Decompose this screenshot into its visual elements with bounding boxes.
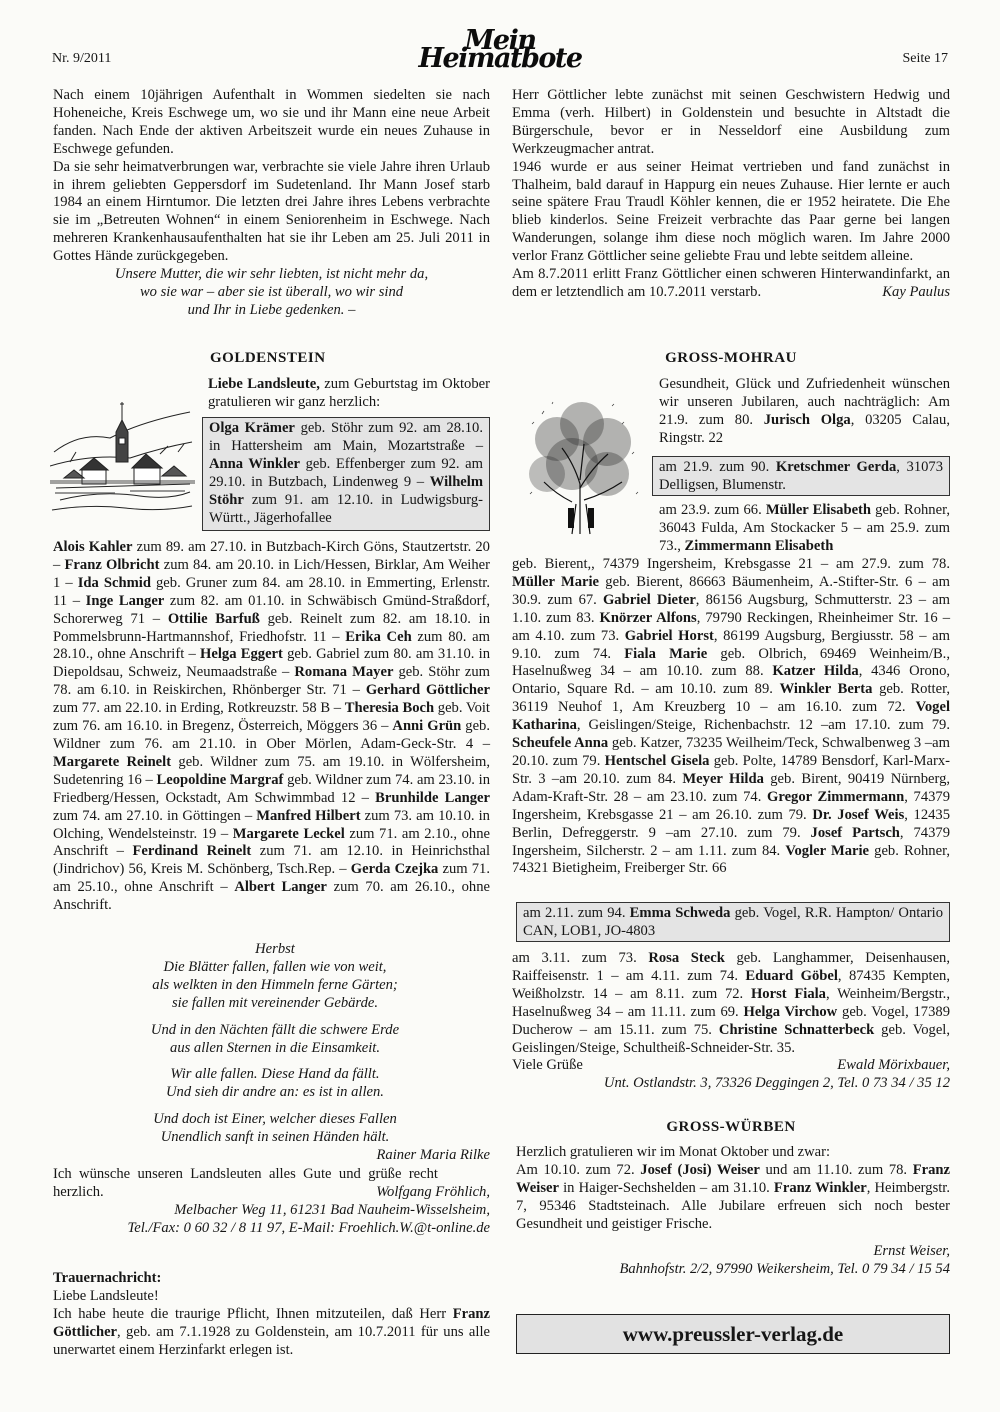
poem-line-2: als welkten in den Himmeln ferne Gärten; bbox=[152, 976, 398, 993]
article-author: Kay Paulus bbox=[882, 283, 950, 300]
poem-line-5: aus allen Sternen in die Einsamkeit. bbox=[170, 1039, 380, 1056]
entry-4: Inge Langer zum 82. am 01.10. in Schwäbisch Gmünd-Straßdorf, Schorerweg 71 – bbox=[53, 592, 490, 627]
grossmohrau-signature bbox=[512, 1057, 950, 1093]
church-village-illustration bbox=[50, 392, 195, 516]
entry-14: Brunhilde Langer zum 74. am 27.10. in Göttingen – bbox=[53, 789, 490, 824]
sender-name: Ewald Mörixbauer, bbox=[837, 1057, 950, 1073]
masthead-logo bbox=[380, 25, 620, 74]
entry-7: Helga Eggert geb. Gabriel zum 80. am 31.10. in Diepoldsau, Schweiz, Neumaadstraße – bbox=[53, 646, 490, 681]
entry-8: Romana Mayer geb. Stöhr zum 78. am 6.10. in Reiskirchen, Rhönberger Str. 71 – bbox=[53, 664, 490, 699]
poem-line-9: Unendlich sanft in seinen Händen hält. bbox=[160, 1129, 390, 1146]
grosswuerben-intro: Herzlich gratulieren wir im Monat Oktober und zwar: bbox=[516, 1144, 831, 1160]
grossmohrau-highlight-box-2: am 2.11. zum 94. Emma Schweda geb. Vogel, R.R. Hampton/ Ontario CAN, LOB1, JO-4803 bbox=[516, 902, 950, 942]
sender-name: Wolfgang Fröhlich, bbox=[376, 1183, 490, 1200]
tree-illustration bbox=[512, 384, 652, 536]
grosswuerben-text bbox=[516, 1144, 950, 1234]
verse-line-3: und Ihr in Liebe gedenken. – bbox=[187, 301, 356, 318]
poem-herbst bbox=[60, 941, 490, 1165]
right-paragraph-3: Am 8.7.2011 erlitt Franz Göttlicher einen schweren Hinterwandinfarkt, an dem er letztendlich am 10.7.2011 verstarb. Kay Paulus bbox=[512, 266, 950, 300]
entry-5: Ottilie Barfuß geb. Reinelt zum 82. am 18.10. in Pommelsbrunn-Hartmannshof, Friedhofstr. 11 – bbox=[53, 610, 490, 645]
entry-9: Gerhard Göttlicher zum 77. am 22.10. in Erding, Rotkreuzstr. 58 B – bbox=[53, 682, 490, 717]
entry-16: Margarete Leckel zum 71. am 2.10., ohne Anschrift – bbox=[53, 825, 491, 860]
right-paragraph-2: 1946 wurde er aus seiner Heimat vertrieben und fand zunächst in Thalheim, bald darauf in Happurg ein neues Zuhause. Hier lernte er auch seine spätere Frau Traudl Köhler kennen, die er 1952 heiratete. Die Ehe blieb kinderlos. Seine Freizeit verbrachte das Paar gerne bei langen Wanderungen, solange ihm diese noch möglich waren. Im Jahre 2000 verlor Franz Göttlicher seine geliebte Frau und lebte seitdem alleine. bbox=[512, 158, 950, 265]
grossmohrau-title: GROSS-MOHRAU bbox=[665, 350, 797, 366]
obituary-salutation: Liebe Landsleute! bbox=[53, 1287, 159, 1304]
right-top-article bbox=[512, 87, 950, 302]
sender-address: Unt. Ostlandstr. 3, 73326 Deggingen 2, Tel. 0 73 34 / 35 12 bbox=[603, 1074, 950, 1091]
left-top-article bbox=[53, 87, 490, 320]
poem-line-8: Und doch ist Einer, welcher dieses Fallen bbox=[153, 1111, 397, 1128]
sender-contact: Tel./Fax: 0 60 32 / 8 11 97, E-Mail: Froehlich.W.@t-online.de bbox=[127, 1219, 490, 1236]
right-paragraph-1: Herr Göttlicher lebte zunächst mit seinen Geschwistern Hedwig und Emma (verh. Hilbert) in Goldenstein und besuchte in Altstadt die Bürgerschule, bevor er in Nesseldorf eine Ausbildung zum Werkzeugmacher antrat. bbox=[512, 87, 950, 157]
grosswuerben-signature bbox=[512, 1243, 950, 1279]
grosswuerben-title: GROSS-WÜRBEN bbox=[666, 1119, 796, 1135]
left-paragraph-1: Nach einem 10jährigen Aufenthalt in Wommen siedelten sie nach Hoheneiche, Kreis Eschwege um, wo sie und ihr Mann eine neue Arbeit fanden. Nach Ende der aktiven Arbeitszeit wurde ein neues Zuhause in Eschwege gefunden. bbox=[53, 87, 490, 157]
poem-line-3: sie fallen mit vereinender Gebärde. bbox=[171, 994, 378, 1011]
poem-line-6: Wir alle fallen. Diese Hand da fällt. bbox=[170, 1066, 380, 1083]
verse-line-2: wo sie war – aber sie ist überall, wo wir sind bbox=[139, 283, 404, 300]
obituary-title: Trauernachricht: bbox=[53, 1270, 162, 1286]
poem-line-7: Und sieh dir andre an: es ist in allen. bbox=[166, 1084, 384, 1101]
grossmohrau-intro: Gesundheit, Glück und Zufriedenheit wünschen wir unseren Jubilaren, auch nachträglich: Am 21.9. zum 80. Jurisch Olga, 03205 Calau, Ringstr. 22 bbox=[659, 376, 950, 446]
publisher-url[interactable]: www.preussler-verlag.de bbox=[516, 1314, 950, 1354]
obituary-notice bbox=[53, 1270, 490, 1360]
goldenstein-highlight-box: Olga Krämer geb. Stöhr zum 92. am 28.10. in Hattersheim am Main, Mozartstraße – Anna Winkler geb. Effenberger zum 92. am 29.10. in Butzbach, Lindenweg 9 – Wilhelm Stöhr zum 91. am 12.10. in Ludwigsburg-Württ., Jägerhofallee bbox=[202, 417, 490, 531]
sender-address: Melbacher Weg 11, 61231 Bad Nauheim-Wisselsheim, bbox=[174, 1201, 490, 1218]
sender-name: Ernst Weiser, bbox=[873, 1243, 950, 1259]
goldenstein-greeting: Liebe Landsleute, zum Geburtstag im Oktober gratulieren wir ganz herzlich: bbox=[208, 376, 490, 410]
entry-12: Margarete Reinelt geb. Wildner zum 75. am 19.10. in Wölfersheim, Sudetenring 16 – bbox=[53, 753, 490, 788]
grossmohrau-list-part-3: am 3.11. zum 73. Rosa Steck geb. Langhammer, Deisenhausen, Raiffeisenstr. 1 – am 4.11. zum 74. Eduard Göbel, 87435 Kempten, Weißholzstr. 14 – am 8.11. zum 72. Horst Fiala, Weinheim/Bergstr., Haselnußweg 34 – am 11.11. zum 69. Helga Virchow geb. Vogel, 17389 Ducherow – am 15.11. zum 75. Christine Schnatterbeck geb. Vogel, Geislingen/Steige, Schultheiß-Schneider-Str. 35. bbox=[512, 950, 951, 1056]
entry-13: Leopoldine Margraf geb. Wildner zum 74. am 23.10. in Friedberg/Hessen, Ockstadt, Am Schwimmbad 12 – bbox=[53, 771, 490, 806]
obituary-text: Ich habe heute die traurige Pflicht, Ihnen mitzuteilen, daß Herr Franz Göttlicher, geb. am 7.1.1928 zu Goldenstein, am 10.7.2011 für uns alle unerwartet einem Herzinfarkt erlegen ist. bbox=[53, 1305, 490, 1358]
issue-number: Nr. 9/2011 bbox=[52, 51, 112, 66]
grossmohrau-highlight-box-1: am 21.9. zum 90. Kretschmer Gerda, 31073 Delligsen, Blumenstr. bbox=[652, 456, 950, 496]
entry-3: Ida Schmid geb. Gruner zum 84. am 28.10. in Emmerting, Erlenstr. 11 – bbox=[53, 574, 490, 609]
poem-line-1: Die Blätter fallen, fallen wie von weit, bbox=[163, 958, 387, 975]
entry-11: Anni Grün geb. Wildner zum 76. am 21.10. in Ober Mörlen, Adam-Geck-Str. 4 – bbox=[53, 718, 491, 752]
goldenstein-title: GOLDENSTEIN bbox=[210, 350, 326, 366]
goldenstein-closing bbox=[53, 1166, 490, 1238]
entry-15: Manfred Hilbert zum 73. am 10.10. in Olching, Wendelsteinstr. 19 – bbox=[53, 807, 490, 842]
poem-line-4: Und in den Nächten fällt die schwere Erde bbox=[150, 1021, 400, 1038]
entry-2: Franz Olbricht zum 84. am 20.10. in Lich/Hessen, Birklar, Am Weiher 1 – bbox=[53, 556, 490, 591]
grossmohrau-list-part-2: geb. Bierent,, 74379 Ingersheim, Krebsgasse 21 – am 27.9. zum 78. Müller Marie geb. Bierent, 86663 Bäumenheim, A.-Stifter-Str. 6 – am 30.9. zum 67. Gabriel Dieter, 86156 Augsburg, Schmutterstr. 23 – am 1.10. zum 83. Knörzer Alfons, 79790 Reckingen, Rheinheimer Str. 16 – am 4.10. zum 73. Gabriel Horst, 86199 Augsburg, Bergiusstr. 58 – am 9.10. zum 74. Fiala Marie geb. Olbrich, 69469 Weinheim/B., Haselnußweg 34 – am 10.10. zum 88. Katzer Hilda, 4346 Orono, Ontario, Square Rd. – am 10.10. zum 89. Winkler Berta geb. Rotter, 36119 Neuhof 1, Am Kreuzberg 10 – am 16.10. zum 72. Vogel Katharina, Geislingen/Steige, Richenbachstr. 12 –am 17.10. zum 79. Scheufele Anna geb. Katzer, 73235 Weilheim/Teck, Schwalbenweg 3 –am 20.10. zum 79. Hentschel Gisela geb. Polte, 14789 Bensdorf, Karl-Marx-Str. 3 –am 20.10. zum 84. Meyer Hilda geb. Birent, 90419 Nürnberg, Adam-Kraft-Str. 28 – am 23.10. zum 74. Gregor Zimmermann, 74379 Ingersheim, Krebsgasse 21 – am 26.10. zum 79. Dr. Josef Weis, 12435 Berlin, Defreggerstr. 9 –am 27.10. zum 79. Josef Partsch, 74379 Ingersheim, Silcherstr. 2 – am 1.11. zum 84. Vogler Marie geb. Rohner, 74321 Bietigheim, Freiberger Str. 66 bbox=[512, 556, 951, 877]
goldenstein-birthday-list bbox=[53, 539, 490, 915]
poem-author: Rainer Maria Rilke bbox=[376, 1147, 490, 1164]
entry-10: Theresia Boch geb. Voit zum 76. am 16.10. in Bregenz, Österreich, Möggers 36 – bbox=[53, 700, 490, 735]
closing-text: Ich wünsche unseren Landsleuten alles Gute und grüße recht herzlich. bbox=[53, 1166, 438, 1200]
left-paragraph-2: Da sie sehr heimatverbrungen war, verbrachte sie viele Jahre ihren Urlaub in ihrem geliebten Geppersdorf im Sudetenland. Ihr Mann Josef starb 1984 an einem Hirntumor. Die letzten drei Jahre ihres Lebens verbrachte sie im „Betreuten Wohnen“ in einem Seniorenheim in Eschwege. Nach mehreren Krankenhausaufenthalten hat sie ihr Leben am 25. Juli 2011 in Gottes Hände zurückgegeben. bbox=[53, 158, 490, 265]
sender-address: Bahnhofstr. 2/2, 97990 Weikersheim, Tel. 0 79 34 / 15 54 bbox=[619, 1260, 950, 1277]
greeting: Viele Grüße Ewald Mörixbauer, bbox=[512, 1057, 950, 1073]
entry-6: Erika Ceh zum 80. am 28.10., ohne Anschrift – bbox=[53, 628, 490, 663]
entry-19: Albert Langer zum 70. am 26.10., ohne Anschrift. bbox=[53, 879, 490, 914]
masthead-title: Mein Heimatbote bbox=[418, 25, 582, 74]
entry-1: Alois Kahler zum 89. am 27.10. in Butzbach-Kirch Göns, Stautzertstr. 20 – bbox=[53, 539, 490, 573]
page-number: Seite 17 bbox=[902, 51, 948, 66]
entry-18: Gerda Czejka zum 71. am 25.10., ohne Anschrift – bbox=[53, 861, 490, 896]
verse-line-1: Unsere Mutter, die wir sehr liebten, ist nicht mehr da, bbox=[114, 266, 429, 283]
poem-title: Herbst bbox=[255, 941, 295, 957]
grosswuerben-list: Am 10.10. zum 72. Josef (Josi) Weiser und am 11.10. zum 78. Franz Weiser in Haiger-Sechshelden – am 31.10. Franz Winkler, Heimbergstr. 7, 95346 Stadtsteinach. Alle Jubilare erfreuen sich noch bester Gesundheit und geistiger Frische. bbox=[516, 1161, 951, 1232]
entry-17: Ferdinand Reinelt zum 71. am 12.10. in Heinrichsthal (Jindrichov) 56, Kreis M. Schönberg, Tsch.Rep. – bbox=[53, 843, 491, 878]
grossmohrau-list-part-1: am 23.9. zum 66. Müller Elisabeth geb. Rohner, 36043 Fulda, Am Stockacker 5 – am 25.9. zum 73., Zimmermann Elisabeth bbox=[659, 502, 950, 554]
